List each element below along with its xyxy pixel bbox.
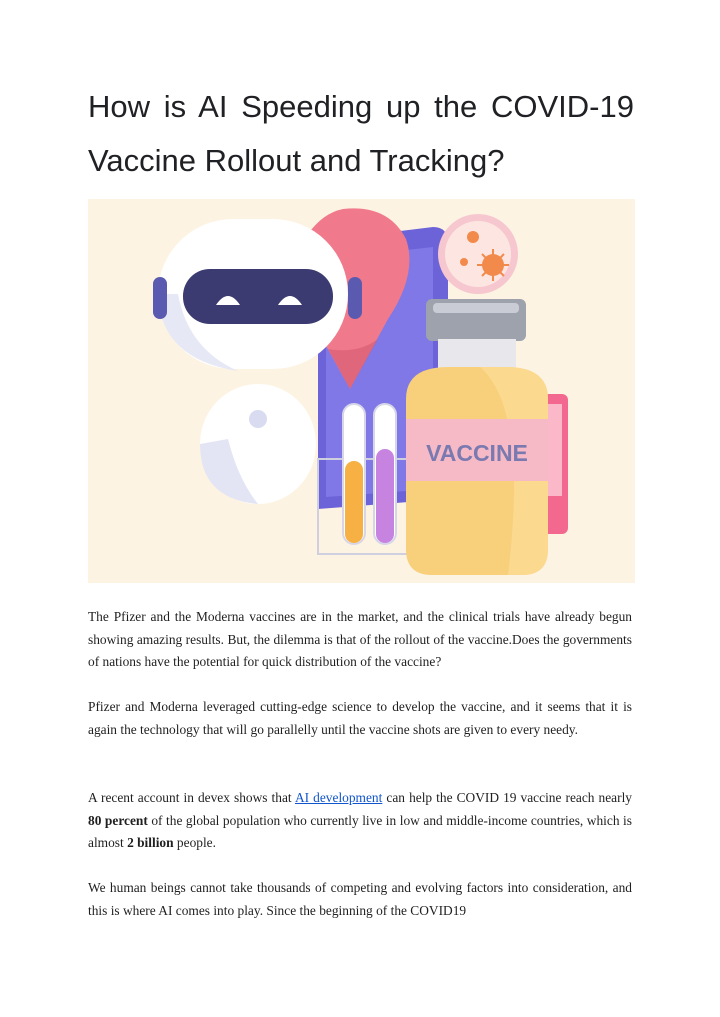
article-title: How is AI Speeding up the COVID-19 Vaccine Rollout and Tracking?	[88, 89, 634, 178]
paragraph-3-text: of the global population who currently live in low and middle-income countries, which is almost	[88, 812, 632, 851]
paragraph-3-text: people.	[173, 835, 216, 851]
paragraph-2: Pfizer and Moderna leveraged cutting-edge science to develop the vaccine, and it seems that it is again the technology that will go parallelly until the vaccine shots are given to every needy.	[88, 699, 632, 737]
hero-illustration	[88, 199, 635, 583]
paragraph-1: The Pfizer and the Moderna vaccines are in the market, and the clinical trials have already begun showing amazing results. But, the dilemma is that of the rollout of the vaccine.Does the governments of nations have the potential for quick distribution of the vaccine?	[88, 609, 632, 670]
paragraph-3-text: A recent account in devex shows that	[88, 790, 295, 805]
paragraph-4: We human beings cannot take thousands of competing and evolving factors into consideration, and this is where AI comes into play. Since the beginning of the COVID19	[88, 880, 632, 918]
bold-percent: 80 percent	[88, 812, 148, 828]
vaccine-label: VACCINE	[426, 440, 528, 466]
virus-icon	[438, 214, 518, 294]
ai-development-link[interactable]: AI development	[294, 790, 383, 805]
paragraph-3-text: can help the COVID 19 vaccine reach nearly	[382, 790, 633, 805]
paragraph-3	[88, 787, 632, 855]
bold-population: 2 billion	[127, 835, 174, 851]
